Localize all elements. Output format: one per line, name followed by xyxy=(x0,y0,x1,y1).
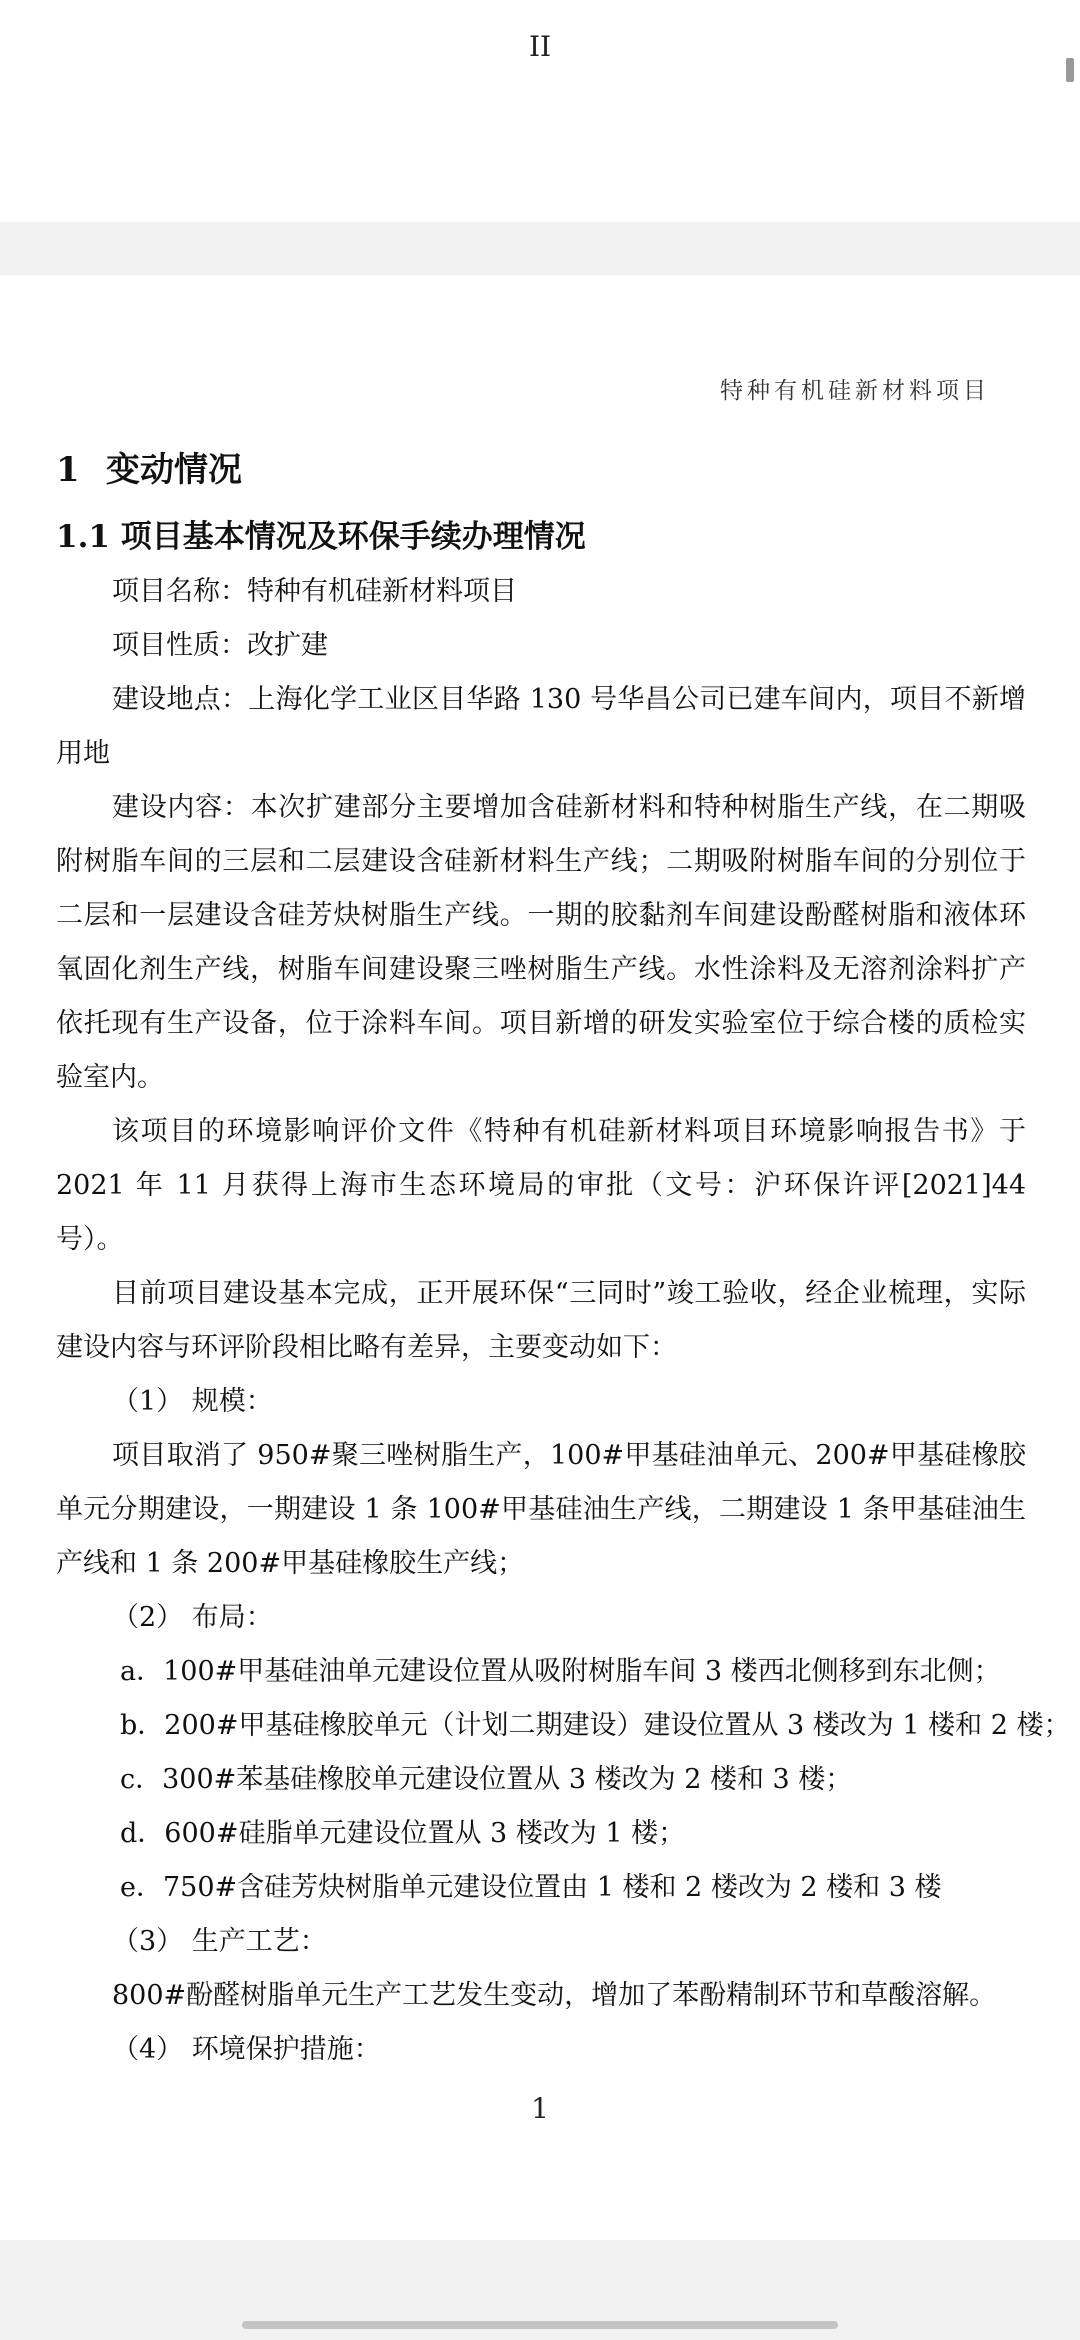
section-title: 变动情况 xyxy=(106,450,242,490)
subsection-heading: 1.1 项目基本情况及环保手续办理情况 xyxy=(56,519,586,555)
home-indicator[interactable] xyxy=(242,2321,838,2329)
project-name-paragraph: 项目名称：特种有机硅新材料项目 xyxy=(112,576,517,607)
project-nature-paragraph: 项目性质：改扩建 xyxy=(112,630,328,661)
eia-paragraph: 该项目的环境影响评价文件《特种有机硅新材料项目环境影响报告书》于 2021 年 11 月获得上海市生态环境局的审批（文号：沪环保许评[2021]44 号）。 xyxy=(56,1116,1026,1255)
layout-item-e: e．750#含硅芳炔树脂单元建设位置由 1 楼和 2 楼改为 2 楼和 3 楼 xyxy=(120,1872,942,1903)
layout-item-c: c．300#苯基硅橡胶单元建设位置从 3 楼改为 2 楼和 3 楼； xyxy=(120,1764,853,1795)
status-paragraph: 目前项目建设基本完成，正开展环保“三同时”竣工验收，经企业梳理，实际建设内容与环评阶段相比略有差异，主要变动如下： xyxy=(56,1278,1026,1363)
previous-page-number: II xyxy=(528,30,552,63)
section-heading xyxy=(56,442,242,491)
process-heading: （3） 生产工艺： xyxy=(112,1926,327,1957)
scale-paragraph: 项目取消了 950#聚三唑树脂生产，100#甲基硅油单元、200#甲基硅橡胶单元分期建设，一期建设 1 条 100#甲基硅油生产线，二期建设 1 条甲基硅油生产线和 1 条 200#甲基硅橡胶生产线； xyxy=(56,1440,1026,1579)
environmental-measures-heading: （4） 环境保护措施： xyxy=(112,2034,381,2065)
construction-content-paragraph: 建设内容：本次扩建部分主要增加含硅新材料和特种树脂生产线，在二期吸附树脂车间的三层和二层建设含硅新材料生产线；二期吸附树脂车间的分别位于二层和一层建设含硅芳炔树脂生产线。一期的胶黏剂车间建设酚醛树脂和液体环氧固化剂生产线，树脂车间建设聚三唑树脂生产线。水性涂料及无溶剂涂料扩产依托现有生产设备，位于涂料车间。项目新增的研发实验室位于综合楼的质检实验室内。 xyxy=(56,792,1026,1093)
location-paragraph: 建设地点：上海化学工业区目华路 130 号华昌公司已建车间内，项目不新增用地 xyxy=(56,684,1026,769)
section-number: 1 xyxy=(56,450,80,490)
layout-item-a: a．100#甲基硅油单元建设位置从吸附树脂车间 3 楼西北侧移到东北侧； xyxy=(120,1656,1001,1687)
scrollbar-thumb[interactable] xyxy=(1066,58,1074,82)
layout-heading: （2） 布局： xyxy=(112,1602,273,1633)
layout-item-d: d．600#硅脂单元建设位置从 3 楼改为 1 楼； xyxy=(120,1818,686,1849)
process-paragraph: 800#酚醛树脂单元生产工艺发生变动，增加了苯酚精制环节和草酸溶解。 xyxy=(112,1980,997,2011)
page-number: 1 xyxy=(531,2092,549,2125)
scale-heading: （1） 规模： xyxy=(112,1386,273,1417)
previous-page xyxy=(0,0,1080,222)
page-header: 特种有机硅新材料项目 xyxy=(720,378,990,404)
body-text xyxy=(56,565,1071,2077)
layout-item-b: b．200#甲基硅橡胶单元（计划二期建设）建设位置从 3 楼改为 1 楼和 2 楼； xyxy=(120,1710,1071,1741)
